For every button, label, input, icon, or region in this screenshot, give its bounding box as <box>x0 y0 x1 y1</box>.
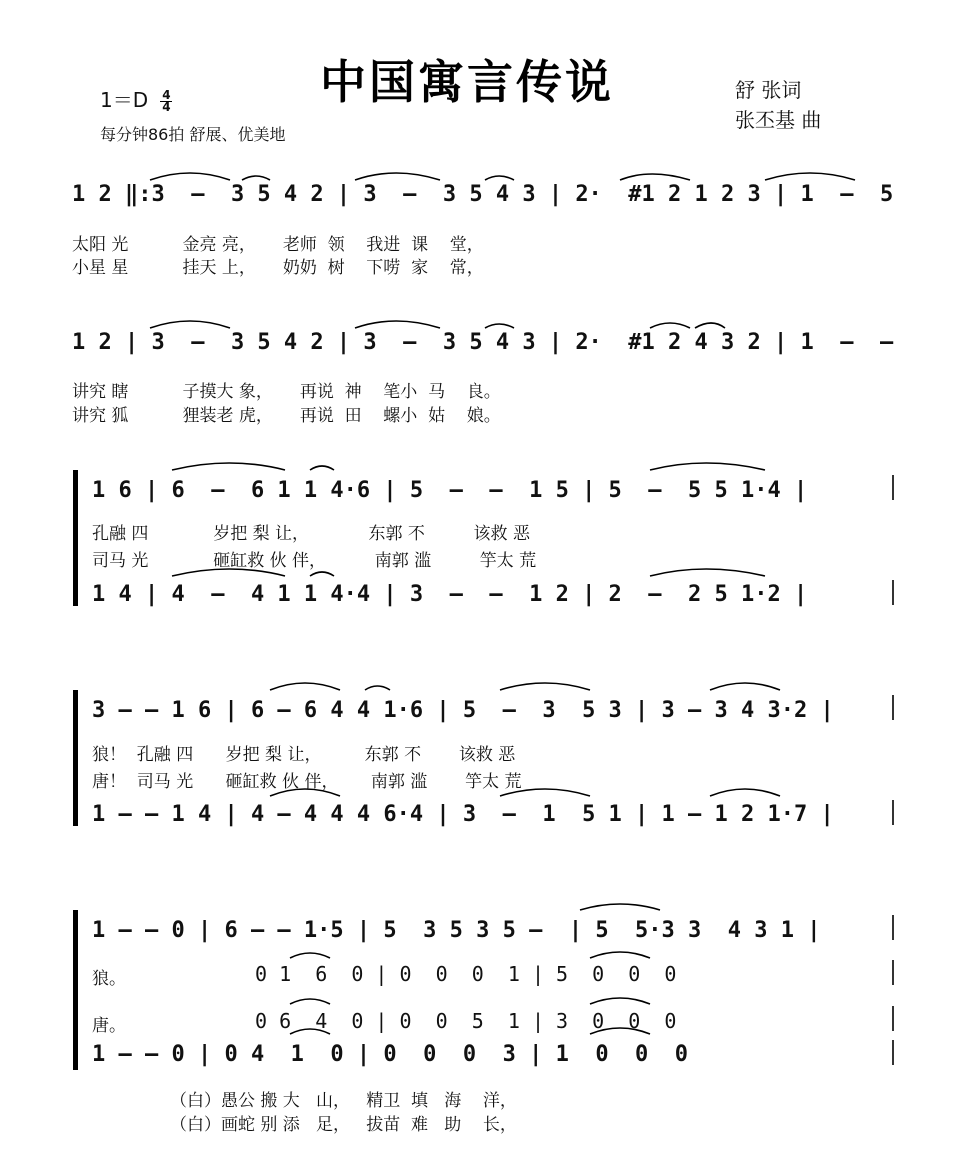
system-4-lyric-2: 唐！ 司马 光 砸缸救 伙 伴， 南郭 滥 竽太 荒 <box>92 772 522 792</box>
system-5-row2-label: 狼。 <box>92 969 126 989</box>
slur-mark <box>290 953 330 958</box>
slur-mark <box>270 789 340 796</box>
slur-mark <box>310 572 334 576</box>
slur-mark <box>590 1028 650 1034</box>
slur-mark <box>580 904 660 910</box>
slur-mark <box>710 683 780 690</box>
slur-mark <box>310 466 334 470</box>
slur-mark <box>172 569 285 576</box>
key-label: 1＝D <box>100 88 149 112</box>
system-1-notes: 1 2 ‖:3 – 3 5 4 2 | 3 – 3 5 4 3 | 2· #1 2 1 2 3 | 1 – 5 <box>72 182 894 207</box>
slur-mark <box>365 686 390 690</box>
slur-mark <box>172 463 285 470</box>
slur-mark <box>485 176 514 180</box>
system-5-row3-notes: 0 6 4 0 | 0 0 5 1 | 3 0 0 0 <box>255 1009 677 1033</box>
system-4-lyric-1: 狼！ 孔融 四 岁把 梨 让， 东郭 不 该救 恶 <box>92 745 516 765</box>
system-2-lyric-1: 讲究 瞎 子摸大 象， 再说 神 笔小 马 良。 <box>72 382 501 402</box>
system-5-row3-label: 唐。 <box>92 1016 126 1036</box>
slur-mark <box>590 998 650 1004</box>
slur-mark <box>270 683 340 690</box>
slur-mark <box>500 683 590 690</box>
slur-mark <box>650 463 765 470</box>
time-top: 4 <box>162 88 171 102</box>
slur-mark <box>150 321 230 328</box>
slur-mark <box>150 173 230 180</box>
system-2-lyric-2: 讲究 狐 狸装老 虎， 再说 田 螺小 姑 娘。 <box>72 406 501 426</box>
slur-mark <box>500 789 590 796</box>
system-5-top-notes: 1 – – 0 | 6 – – 1·5 | 5 3 5 3 5 – | 5 5·3 3 4 3 1 | <box>92 918 821 943</box>
slur-mark <box>620 174 690 180</box>
song-title: 中国寓言传说 <box>320 55 614 109</box>
lyricist-credit: 舒 张词 <box>735 78 802 102</box>
slur-mark <box>290 999 330 1004</box>
slur-mark <box>590 952 650 958</box>
slur-mark <box>650 323 690 328</box>
spoken-line-2: （白）画蛇 别 添 足， 拔苗 难 助 长， <box>170 1115 517 1135</box>
slur-mark <box>765 173 855 180</box>
slur-mark <box>355 321 440 328</box>
system-1-lyric-1: 太阳 光 金亮 亮， 老师 领 我进 课 堂， <box>72 235 484 255</box>
slur-mark <box>290 1029 330 1034</box>
slur-mark <box>650 569 765 576</box>
composer-credit: 张丕基 曲 <box>735 108 822 132</box>
system-4-lower-notes: 1 – – 1 4 | 4 – 4 4 4 6·4 | 3 – 1 5 1 | 1 – 1 2 1·7 | <box>92 802 834 827</box>
system-3-lyric-2: 司马 光 砸缸救 伙 伴， 南郭 滥 竽太 荒 <box>92 551 537 571</box>
tempo-marking: 每分钟86拍 舒展、优美地 <box>100 125 286 144</box>
system-3-lyric-1: 孔融 四 岁把 梨 让， 东郭 不 该救 恶 <box>92 524 530 544</box>
slur-mark <box>695 323 725 328</box>
system-3-upper-notes: 1 6 | 6 – 6 1 1 4·6 | 5 – – 1 5 | 5 – 5 5 1·4 | <box>92 478 808 503</box>
slur-mark <box>242 176 270 180</box>
slur-mark <box>485 324 514 328</box>
spoken-line-1: （白）愚公 搬 大 山， 精卫 填 海 洋， <box>170 1091 517 1111</box>
system-5-row2-notes: 0 1 6 0 | 0 0 0 1 | 5 0 0 0 <box>255 962 677 986</box>
time-bottom: 4 <box>162 100 171 114</box>
system-3-lower-notes: 1 4 | 4 – 4 1 1 4·4 | 3 – – 1 2 | 2 – 2 5 1·2 | <box>92 582 808 607</box>
slur-mark <box>710 789 780 796</box>
system-5-bottom-notes: 1 – – 0 | 0 4 1 0 | 0 0 0 3 | 1 0 0 0 <box>92 1042 689 1067</box>
slur-mark <box>355 173 440 180</box>
system-2-notes: 1 2 | 3 – 3 5 4 2 | 3 – 3 5 4 3 | 2· #1 2 4 3 2 | 1 – – <box>72 330 894 355</box>
system-1-lyric-2: 小星 星 挂天 上， 奶奶 树 下唠 家 常， <box>72 258 484 278</box>
system-4-upper-notes: 3 – – 1 6 | 6 – 6 4 4 1·6 | 5 – 3 5 3 | 3 – 3 4 3·2 | <box>92 698 834 723</box>
